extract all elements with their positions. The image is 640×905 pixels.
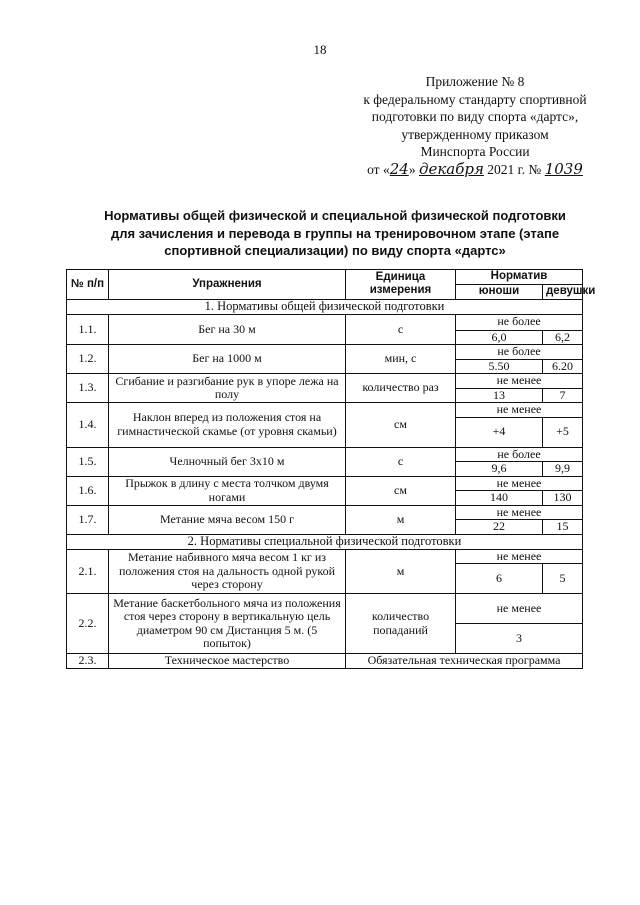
row-condition: не менее bbox=[456, 374, 583, 389]
row-unit: см bbox=[346, 476, 456, 505]
header-exercise: Упражнения bbox=[109, 270, 346, 300]
header-girls: девушки bbox=[543, 285, 583, 300]
handwritten-order-number: 1039 bbox=[544, 159, 583, 178]
row-boys: 22 bbox=[456, 520, 543, 535]
row-boys: 9,6 bbox=[456, 462, 543, 477]
row-boys: +4 bbox=[456, 417, 543, 447]
row-exercise: Челночный бег 3х10 м bbox=[109, 447, 346, 476]
row-exercise: Метание баскетбольного мяча из положения стоя через сторону в вертикальную цель диаметром 90 см Дистанция 5 м. (5 попыток) bbox=[109, 594, 346, 654]
row-exercise: Наклон вперед из положения стоя на гимнастической скамье (от уровня скамьи) bbox=[109, 403, 346, 448]
row-boys: 6,0 bbox=[456, 330, 543, 345]
row-condition: не более bbox=[456, 447, 583, 462]
section-heading: 1. Нормативы общей физической подготовки bbox=[67, 299, 583, 314]
row-num: 1.2. bbox=[67, 345, 109, 374]
title-line: Нормативы общей физической и специальной физической подготовки bbox=[104, 208, 566, 223]
row-condition: не более bbox=[456, 314, 583, 330]
date-day-close: » bbox=[408, 161, 416, 177]
row-girls: 7 bbox=[543, 388, 583, 403]
row-girls: 130 bbox=[543, 491, 583, 506]
page-number: 18 bbox=[313, 42, 327, 57]
row-condition: не менее bbox=[456, 549, 583, 564]
row-girls: 6,2 bbox=[543, 330, 583, 345]
row-boys: 13 bbox=[456, 388, 543, 403]
row-exercise: Бег на 30 м bbox=[109, 314, 346, 345]
row-num: 2.3. bbox=[67, 654, 109, 669]
approval-line: утвержденному приказом bbox=[401, 126, 549, 142]
row-exercise: Прыжок в длину с места толчком двумя ногами bbox=[109, 476, 346, 505]
date-year: 2021 г. № bbox=[487, 161, 542, 177]
header-num: № п/п bbox=[67, 270, 109, 300]
row-girls: 5 bbox=[543, 564, 583, 594]
row-unit: см bbox=[346, 403, 456, 448]
approval-line: Приложение № 8 bbox=[425, 74, 525, 89]
date-prefix: от « bbox=[367, 161, 390, 177]
row-exercise: Сгибание и разгибание рук в упоре лежа на полу bbox=[109, 374, 346, 403]
row-num: 2.2. bbox=[67, 594, 109, 654]
section-heading: 2. Нормативы специальной физической подготовки bbox=[67, 534, 583, 549]
row-girls: 15 bbox=[543, 520, 583, 535]
row-condition: не менее bbox=[456, 476, 583, 491]
row-boys: 140 bbox=[456, 491, 543, 506]
row-num: 2.1. bbox=[67, 549, 109, 594]
header-norm: Норматив bbox=[456, 270, 583, 285]
row-num: 1.3. bbox=[67, 374, 109, 403]
row-num: 1.6. bbox=[67, 476, 109, 505]
row-unit: количество раз bbox=[346, 374, 456, 403]
row-unit: м bbox=[346, 549, 456, 594]
row-boys: 5.50 bbox=[456, 359, 543, 374]
row-girls: +5 bbox=[543, 417, 583, 447]
row-exercise: Метание мяча весом 150 г bbox=[109, 505, 346, 534]
row-unit: с bbox=[346, 447, 456, 476]
row-unit: количество попаданий bbox=[346, 594, 456, 654]
approval-date-line bbox=[340, 161, 610, 179]
handwritten-day: 24 bbox=[389, 159, 409, 178]
row-num: 1.5. bbox=[67, 447, 109, 476]
row-unit: мин, с bbox=[346, 345, 456, 374]
row-condition: не более bbox=[456, 345, 583, 360]
row-exercise: Техническое мастерство bbox=[109, 654, 346, 669]
row-value: 3 bbox=[456, 624, 583, 654]
row-condition: не менее bbox=[456, 505, 583, 520]
row-condition: не менее bbox=[456, 403, 583, 418]
row-value: Обязательная техническая программа bbox=[346, 654, 583, 669]
approval-block bbox=[340, 73, 610, 178]
row-boys: 6 bbox=[456, 564, 543, 594]
document-title bbox=[60, 207, 610, 260]
approval-line: подготовки по виду спорта «дартс», bbox=[371, 109, 579, 124]
approval-line: к федеральному стандарту спортивной bbox=[363, 91, 587, 107]
row-exercise: Метание набивного мяча весом 1 кг из положения стоя на дальность одной рукой через сторону bbox=[109, 549, 346, 594]
row-condition: не менее bbox=[456, 594, 583, 624]
header-unit: Единица измерения bbox=[346, 270, 456, 300]
row-num: 1.4. bbox=[67, 403, 109, 448]
header-boys: юноши bbox=[456, 285, 543, 300]
row-exercise: Бег на 1000 м bbox=[109, 345, 346, 374]
title-line: для зачисления и перевода в группы на тренировочном этапе (этапе bbox=[110, 225, 560, 241]
row-girls: 9,9 bbox=[543, 462, 583, 477]
row-num: 1.1. bbox=[67, 314, 109, 345]
row-girls: 6.20 bbox=[543, 359, 583, 374]
handwritten-month: декабря bbox=[418, 159, 484, 178]
approval-line: Минспорта России bbox=[420, 144, 530, 159]
row-unit: с bbox=[346, 314, 456, 345]
norms-table bbox=[66, 269, 596, 669]
row-num: 1.7. bbox=[67, 505, 109, 534]
row-unit: м bbox=[346, 505, 456, 534]
title-line: спортивной специализации) по виду спорта «дартс» bbox=[164, 243, 506, 258]
